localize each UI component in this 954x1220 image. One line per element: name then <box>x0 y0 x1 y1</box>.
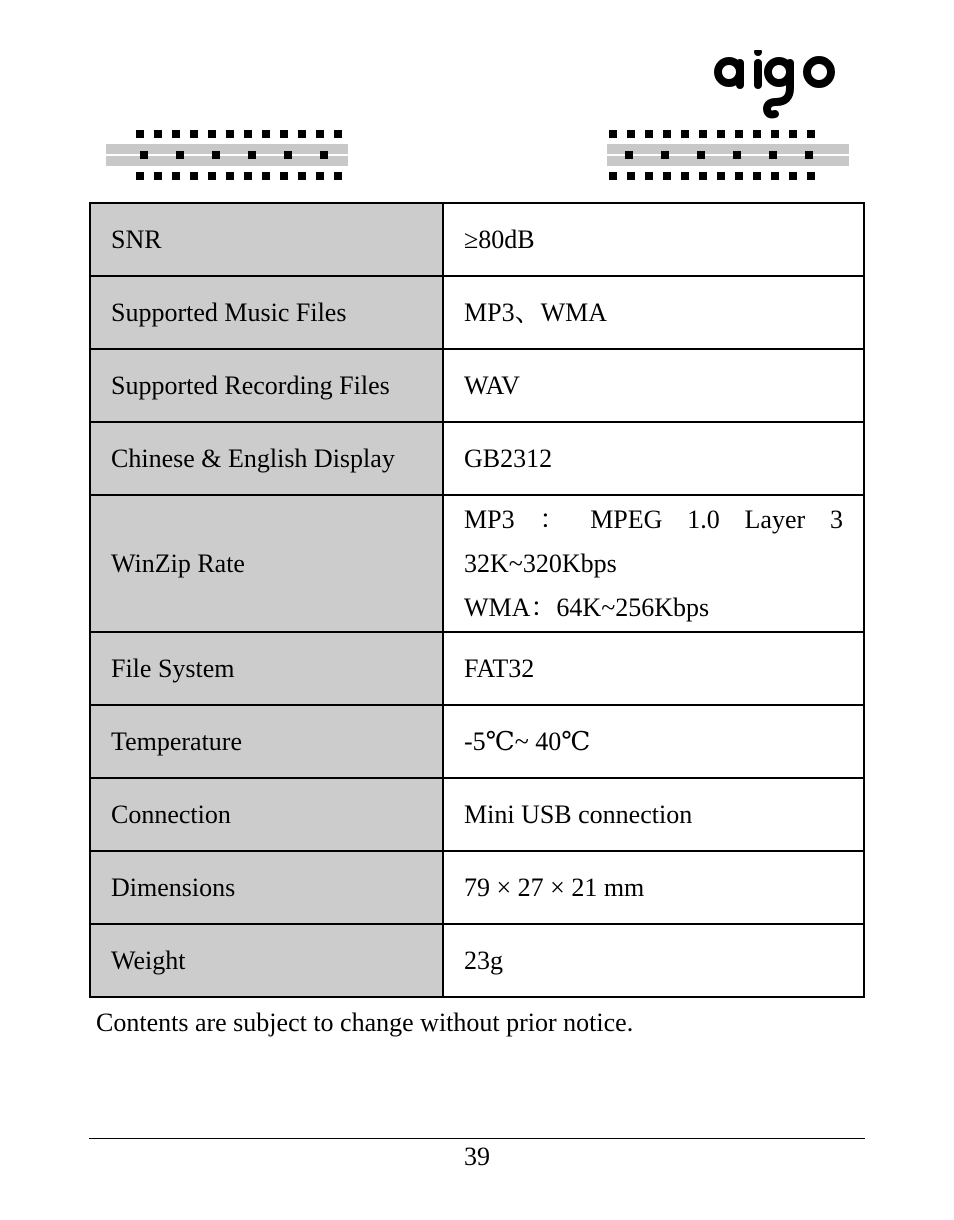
spec-table <box>89 202 865 998</box>
spec-value-line-justified <box>464 498 843 542</box>
spec-value: MP3、WMA <box>443 276 864 349</box>
spec-value-part: 1.0 <box>687 504 720 534</box>
spec-value: -5℃~ 40℃ <box>443 705 864 778</box>
spec-row-weight <box>90 924 864 997</box>
spec-value: 23g <box>443 924 864 997</box>
spec-value-part: MP3 <box>464 504 515 534</box>
spec-label: WinZip Rate <box>90 495 443 632</box>
spec-value: 79 × 27 × 21 mm <box>443 851 864 924</box>
spec-value-part: ： <box>539 504 566 534</box>
spec-label: Temperature <box>90 705 443 778</box>
spec-value-line: WMA：64K~256Kbps <box>464 592 710 622</box>
spec-row-temperature <box>90 705 864 778</box>
spec-label: Chinese & English Display <box>90 422 443 495</box>
spec-value-part: Layer <box>744 504 806 534</box>
footer-divider <box>89 1138 865 1139</box>
spec-row-snr <box>90 203 864 276</box>
spec-value: ≥80dB <box>443 203 864 276</box>
spec-label: SNR <box>90 203 443 276</box>
spec-row-file-system <box>90 632 864 705</box>
aigo-logo <box>712 50 842 122</box>
spec-label: Dimensions <box>90 851 443 924</box>
checker-pattern-left <box>102 128 352 182</box>
checker-pattern-right <box>603 128 853 182</box>
spec-value: WAV <box>443 349 864 422</box>
spec-value-part: MPEG <box>590 504 663 534</box>
spec-row-connection <box>90 778 864 851</box>
spec-value-multiline <box>443 495 864 632</box>
spec-value-line: 32K~320Kbps <box>464 548 617 578</box>
spec-value: FAT32 <box>443 632 864 705</box>
spec-label: Connection <box>90 778 443 851</box>
spec-label: Weight <box>90 924 443 997</box>
spec-value: Mini USB connection <box>443 778 864 851</box>
spec-label: Supported Recording Files <box>90 349 443 422</box>
spec-row-recording-files <box>90 349 864 422</box>
change-notice: Contents are subject to change without prior notice. <box>96 1008 634 1037</box>
spec-row-display <box>90 422 864 495</box>
spec-label: Supported Music Files <box>90 276 443 349</box>
spec-value-part: 3 <box>829 504 843 534</box>
spec-row-music-files <box>90 276 864 349</box>
spec-row-winzip-rate <box>90 495 864 632</box>
spec-value: GB2312 <box>443 422 864 495</box>
spec-label: File System <box>90 632 443 705</box>
page-number: 39 <box>464 1142 490 1171</box>
spec-row-dimensions <box>90 851 864 924</box>
